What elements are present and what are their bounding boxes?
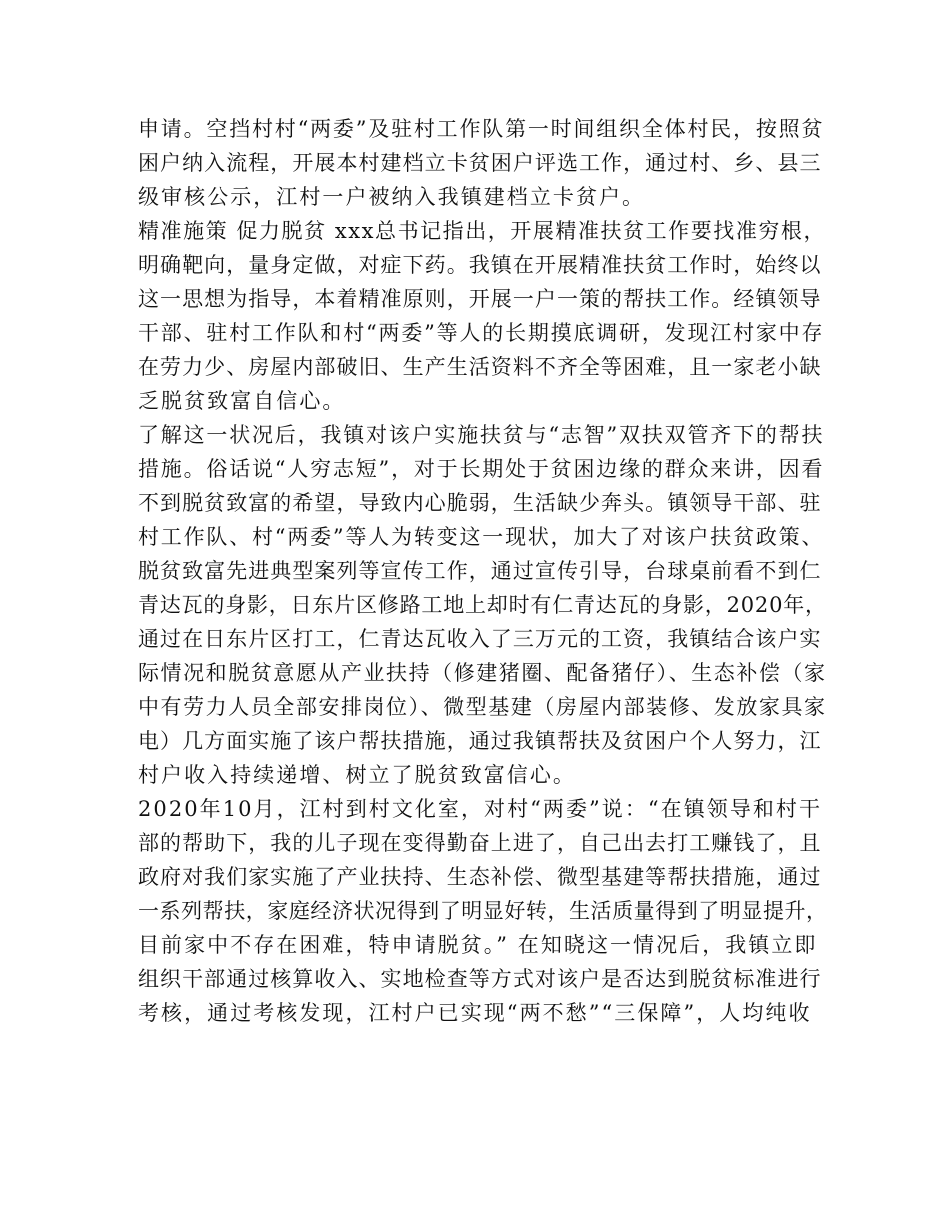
text-line: 通过在日东片区打工，仁青达瓦收入了三万元的工资，我镇结合该户实 xyxy=(138,627,822,651)
text-line: 目前家中不存在困难，特申请脱贫。” 在知晓这一情况后，我镇立即 xyxy=(138,933,818,957)
text-line: 在劳力少、房屋内部破旧、生产生活资料不齐全等困难，且一家老小缺 xyxy=(138,355,822,379)
text-line: 申请。空挡村村“两委”及驻村工作队第一时间组织全体村民，按照贫 xyxy=(138,117,825,141)
document-body xyxy=(138,112,828,1030)
text-line: 脱贫致富先进典型案列等宣传工作，通过宣传引导，台球桌前看不到仁 xyxy=(138,559,822,583)
text-line: 精准施策 促力脱贫 xxx总书记指出，开展精准扶贫工作要找准穷根， xyxy=(138,219,827,243)
text-line: 级审核公示，江村一户被纳入我镇建档立卡贫户。 xyxy=(138,185,646,209)
text-line: 青达瓦的身影，日东片区修路工地上却时有仁青达瓦的身影，2020年， xyxy=(138,593,827,617)
text-line: 不到脱贫致富的希望，导致内心脆弱，生活缺少奔头。镇领导干部、驻 xyxy=(138,491,822,515)
text-line: 考核，通过考核发现，江村户已实现“两不愁”“三保障”，人均纯收 xyxy=(138,1001,812,1025)
text-line: 这一思想为指导，本着精准原则，开展一户一策的帮扶工作。经镇领导 xyxy=(138,287,822,311)
text-line: 村工作队、村“两委”等人为转变这一现状，加大了对该户扶贫政策、 xyxy=(138,525,825,549)
text-line: 部的帮助下，我的儿子现在变得勤奋上进了，自己出去打工赚钱了，且 xyxy=(138,831,822,855)
text-line: 中有劳力人员全部安排岗位）、微型基建（房屋内部装修、发放家具家 xyxy=(138,695,827,719)
text-line: 乏脱贫致富自信心。 xyxy=(138,389,346,413)
text-line: 2020年10月，江村到村文化室，对村“两委”说：“在镇领导和村干 xyxy=(138,797,823,821)
text-line: 了解这一状况后，我镇对该户实施扶贫与“志智”双扶双管齐下的帮扶 xyxy=(138,423,825,447)
text-line: 政府对我们家实施了产业扶持、生态补偿、微型基建等帮扶措施，通过 xyxy=(138,865,822,889)
text-line: 村户收入持续递增、树立了脱贫致富信心。 xyxy=(138,763,576,787)
text-line: 明确靶向，量身定做，对症下药。我镇在开展精准扶贫工作时，始终以 xyxy=(138,253,822,277)
text-line: 措施。俗话说“人穷志短”，对于长期处于贫困边缘的群众来讲，因看 xyxy=(138,457,825,481)
text-line: 组织干部通过核算收入、实地检查等方式对该户是否达到脱贫标准进行 xyxy=(138,967,822,991)
text-line: 电）几方面实施了该户帮扶措施，通过我镇帮扶及贫困户个人努力，江 xyxy=(138,729,822,753)
text-line: 干部、驻村工作队和村“两委”等人的长期摸底调研，发现江村家中存 xyxy=(138,321,825,345)
text-line: 际情况和脱贫意愿从产业扶持（修建猪圈、配备猪仔）、生态补偿（家 xyxy=(138,661,827,685)
text-line: 困户纳入流程，开展本村建档立卡贫困户评选工作，通过村、乡、县三 xyxy=(138,151,822,175)
text-line: 一系列帮扶，家庭经济状况得到了明显好转，生活质量得到了明显提升， xyxy=(138,899,828,923)
